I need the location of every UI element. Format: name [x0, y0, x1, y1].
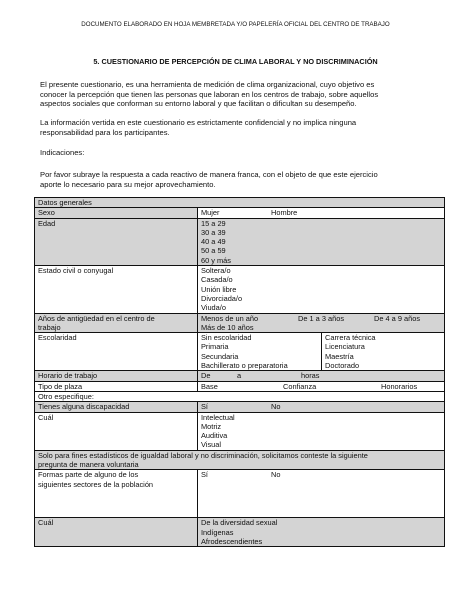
instructions-line: aporte lo necesario para su mejor aprovechamiento. [40, 179, 216, 189]
escolaridad-options-left [198, 333, 322, 371]
estado-civil-row [35, 266, 445, 313]
option-sector[interactable]: De la diversidad sexual [201, 518, 278, 528]
instructions-paragraph [40, 170, 430, 189]
escolaridad-options-right [322, 333, 445, 371]
indications-label [40, 148, 430, 158]
confidentiality-line: La información vertida en este cuestionario es estrictamente confidencial y no implica ninguna [40, 118, 357, 127]
page-header: DOCUMENTO ELABORADO EN HOJA MEMBRETADA Y/O PAPELERÍA OFICIAL DEL CENTRO DE TRABAJO [81, 21, 390, 28]
intro-line: aspectos sociales que conforman su entorno laboral y que facilitan o dificultan su desempeño. [40, 99, 357, 108]
antiguedad-label-line: Años de antigüedad en el centro de [38, 313, 155, 323]
intro-paragraph [40, 80, 430, 109]
horario-horas: horas [301, 371, 320, 381]
cual-sector-options [198, 518, 445, 547]
option-no[interactable]: No [271, 470, 281, 480]
estado-civil-options [198, 266, 445, 313]
sectores-label [35, 470, 198, 518]
option-escolaridad[interactable]: Maestría [325, 351, 354, 361]
sexo-row [35, 208, 445, 218]
option-escolaridad[interactable]: Secundaria [201, 351, 239, 361]
option-mujer[interactable]: Mujer [201, 208, 220, 218]
option-sector[interactable]: Afrodescendientes [201, 536, 263, 546]
discapacidad-label: Tienes alguna discapacidad [35, 402, 198, 412]
antiguedad-label [35, 313, 198, 333]
option-discapacidad[interactable]: Auditiva [201, 431, 228, 441]
antiguedad-row [35, 313, 445, 333]
intro-line: conocer la percepción que tienen las personas que laboran en los centros de trabajo, sobre aquellos [40, 89, 379, 99]
option-plaza[interactable]: Confianza [283, 381, 317, 391]
cual-label: Cuál [35, 518, 198, 547]
option-antiguedad[interactable]: Más de 10 años [201, 322, 254, 332]
sectores-options [198, 470, 445, 518]
option-discapacidad[interactable]: Motriz [201, 421, 222, 431]
option-estado-civil[interactable]: Divorciada/o [201, 293, 243, 303]
antiguedad-label-line: trabajo [38, 322, 61, 332]
statistics-note-line: Solo para fines estadísticos de igualdad laboral y no discriminación, solicitamos conteste la siguiente [38, 450, 368, 460]
option-hombre[interactable]: Hombre [271, 208, 298, 218]
plaza-options [198, 381, 445, 391]
horario-row [35, 371, 445, 381]
option-si[interactable]: Sí [201, 402, 208, 412]
option-escolaridad[interactable]: Carrera técnica [325, 333, 376, 343]
option-edad[interactable]: 60 y más [201, 255, 231, 265]
horario-de: De [201, 371, 211, 381]
horario-fields [198, 371, 445, 381]
option-escolaridad[interactable]: Licenciatura [325, 342, 365, 352]
option-escolaridad[interactable]: Bachillerato o preparatoria [201, 361, 288, 371]
sectores-label-line: Formas parte de alguno de los [38, 470, 139, 480]
option-plaza[interactable]: Honorarios [381, 381, 418, 391]
confidentiality-paragraph [40, 118, 430, 137]
plaza-row [35, 381, 445, 391]
option-escolaridad[interactable]: Primaria [201, 342, 229, 352]
cual-label: Cuál [35, 412, 198, 450]
option-estado-civil[interactable]: Casada/o [201, 275, 233, 285]
option-estado-civil[interactable]: Viuda/o [201, 303, 226, 313]
option-escolaridad[interactable]: Sin escolaridad [201, 333, 252, 343]
option-antiguedad[interactable]: De 4 a 9 años [374, 313, 421, 323]
horario-a: a [237, 371, 242, 381]
option-edad[interactable]: 50 a 59 [201, 246, 226, 256]
option-edad[interactable]: 30 a 39 [201, 227, 226, 237]
horario-label: Horario de trabajo [35, 371, 198, 381]
edad-options [198, 218, 445, 265]
option-sector[interactable]: Indígenas [201, 527, 234, 537]
option-discapacidad[interactable]: Visual [201, 440, 221, 450]
option-no[interactable]: No [271, 402, 281, 412]
escolaridad-label: Escolaridad [35, 333, 198, 371]
option-escolaridad[interactable]: Doctorado [325, 361, 360, 371]
sectores-label-line: siguientes sectores de la población [38, 479, 154, 489]
option-estado-civil[interactable]: Soltera/o [201, 266, 231, 276]
cual-discapacidad-options [198, 412, 445, 450]
page-title: 5. CUESTIONARIO DE PERCEPCIÓN DE CLIMA LABORAL Y NO DISCRIMINACIÓN [93, 57, 378, 66]
confidentiality-line: responsabilidad para los participantes. [40, 127, 170, 137]
option-plaza[interactable]: Base [201, 381, 218, 391]
option-edad[interactable]: 40 a 49 [201, 237, 226, 247]
otro-especifique[interactable]: Otro especifique: [35, 391, 445, 401]
plaza-label: Tipo de plaza [35, 381, 198, 391]
cual-sector-row [35, 518, 445, 547]
general-data-table [34, 197, 445, 547]
estado-civil-label: Estado civil o conyugal [35, 266, 198, 313]
option-estado-civil[interactable]: Unión libre [201, 284, 237, 294]
option-antiguedad[interactable]: Menos de un año [201, 313, 259, 323]
option-si[interactable]: Sí [201, 470, 208, 480]
sexo-label: Sexo [35, 208, 198, 218]
antiguedad-options [198, 313, 445, 333]
option-edad[interactable]: 15 a 29 [201, 218, 226, 228]
cual-discapacidad-row [35, 412, 445, 450]
option-discapacidad[interactable]: Intelectual [201, 412, 235, 422]
instructions-line: Por favor subraye la respuesta a cada reactivo de manera franca, con el objeto de que este ejercicio [40, 170, 378, 179]
discapacidad-options [198, 402, 445, 412]
escolaridad-row [35, 333, 445, 371]
intro-line: El presente cuestionario, es una herramienta de medición de clima organizacional, cuyo objetivo es [40, 80, 375, 89]
sexo-options [198, 208, 445, 218]
edad-row [35, 218, 445, 265]
statistics-note [35, 450, 445, 470]
indications-text: Indicaciones: [40, 148, 85, 157]
discapacidad-row [35, 402, 445, 412]
sectores-row [35, 470, 445, 518]
edad-label: Edad [35, 218, 198, 265]
statistics-note-line: pregunta de manera voluntaria [38, 460, 139, 470]
option-antiguedad[interactable]: De 1 a 3 años [298, 313, 345, 323]
general-data-heading: Datos generales [35, 198, 445, 208]
